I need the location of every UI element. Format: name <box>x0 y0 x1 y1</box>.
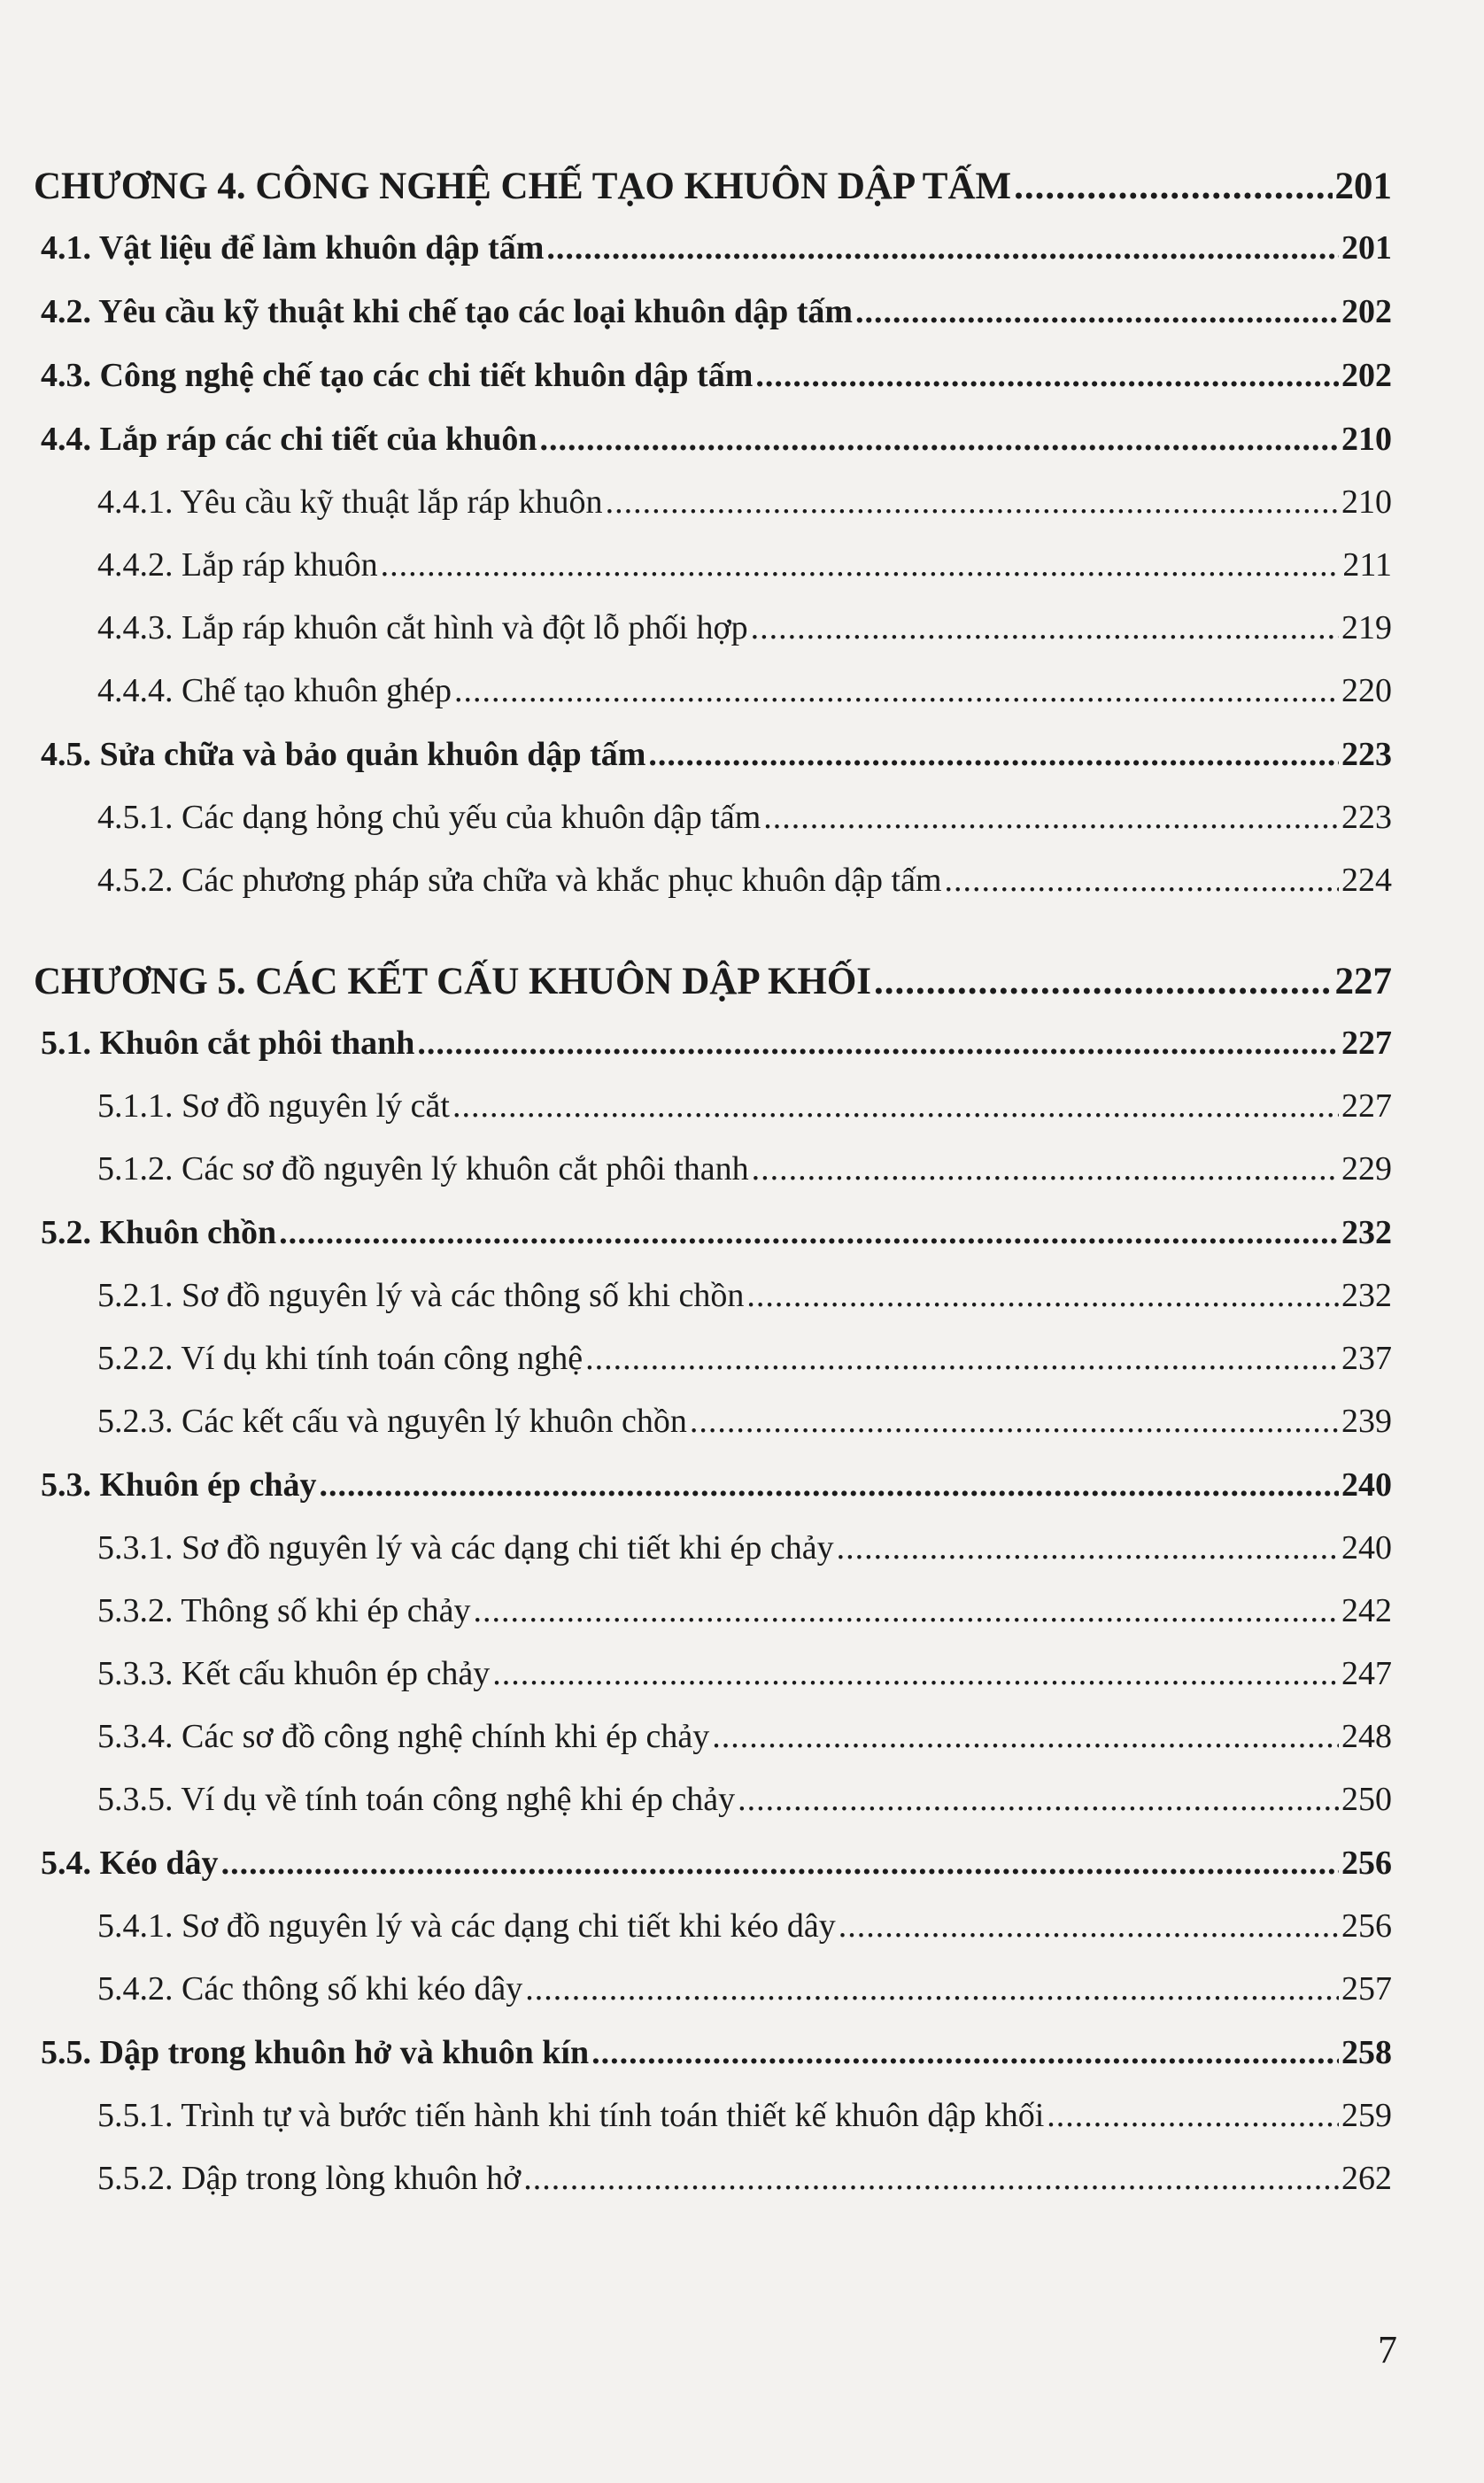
toc-entry-page: 240 <box>1341 1529 1392 1566</box>
toc-subsection-4-4-2[interactable] <box>34 534 1392 597</box>
toc-subsection-4-4-4[interactable] <box>34 660 1392 723</box>
toc-subsection-5-5-2[interactable] <box>34 2147 1392 2210</box>
dot-leader <box>763 786 1339 849</box>
toc-section-5-4[interactable] <box>34 1831 1392 1895</box>
dot-leader <box>752 1138 1339 1201</box>
toc-subsection-5-2-3[interactable] <box>34 1390 1392 1453</box>
toc-entry-title: 5.2.3. Các kết cấu và nguyên lý khuôn chồn <box>97 1403 687 1440</box>
toc-entry-title: 4.5.1. Các dạng hỏng chủ yếu của khuôn dập tấm <box>97 799 761 836</box>
toc-subsection-4-5-2[interactable] <box>34 849 1392 912</box>
toc-section-4-1[interactable] <box>34 216 1392 280</box>
dot-leader <box>746 1265 1339 1327</box>
toc-entry-page: 258 <box>1341 2034 1392 2071</box>
toc-entry-title: 5.3.1. Sơ đồ nguyên lý và các dạng chi tiết khi ép chảy <box>97 1529 834 1566</box>
toc-entry-title: 5.5.1. Trình tự và bước tiến hành khi tính toán thiết kế khuôn dập khối <box>97 2097 1045 2134</box>
toc-entry-title: 5.1. Khuôn cắt phôi thanh <box>41 1025 415 1062</box>
dot-leader <box>454 660 1339 723</box>
toc-chapter-5[interactable] <box>34 953 1392 1011</box>
dot-leader <box>606 471 1339 534</box>
toc-section-5-1[interactable] <box>34 1011 1392 1075</box>
toc-entry-title: 5.2.2. Ví dụ khi tính toán công nghệ <box>97 1340 584 1377</box>
toc-entry-page: 242 <box>1341 1592 1392 1629</box>
toc-entry-page: 229 <box>1341 1150 1392 1187</box>
dot-leader <box>492 1643 1339 1706</box>
toc-subsection-5-1-2[interactable] <box>34 1138 1392 1201</box>
toc-entry-title: 5.2. Khuôn chồn <box>41 1214 277 1251</box>
toc-entry-title: 5.3.2. Thông số khi ép chảy <box>97 1592 471 1629</box>
dot-leader <box>837 1517 1339 1580</box>
toc-entry-page: 202 <box>1341 357 1392 394</box>
dot-leader <box>221 1831 1339 1895</box>
toc-entry-page: 202 <box>1341 293 1392 330</box>
dot-leader <box>874 953 1332 1011</box>
toc-entry-title: 5.5. Dập trong khuôn hở và khuôn kín <box>41 2034 590 2071</box>
toc-entry-title: 5.4.2. Các thông số khi kéo dây <box>97 1970 523 2007</box>
dot-leader <box>839 1895 1339 1958</box>
dot-leader <box>738 1768 1339 1831</box>
dot-leader <box>751 597 1339 660</box>
toc-entry-title: 4.4.4. Chế tạo khuôn ghép <box>97 672 452 709</box>
toc-entry-title: 5.1.2. Các sơ đồ nguyên lý khuôn cắt phôi thanh <box>97 1150 749 1187</box>
toc-entry-page: 247 <box>1341 1655 1392 1692</box>
toc-entry-title: 5.5.2. Dập trong lòng khuôn hở <box>97 2160 522 2197</box>
toc-entry-page: 210 <box>1341 483 1392 521</box>
toc-section-4-5[interactable] <box>34 723 1392 786</box>
toc-subsection-5-5-1[interactable] <box>34 2085 1392 2147</box>
dot-leader <box>648 723 1339 786</box>
toc-entry-page: 227 <box>1334 961 1392 1002</box>
toc-entry-title: 4.1. Vật liệu để làm khuôn dập tấm <box>41 229 545 267</box>
toc-entry-title: 5.2.1. Sơ đồ nguyên lý và các thông số khi chồn <box>97 1277 745 1314</box>
toc-entry-page: 248 <box>1341 1718 1392 1755</box>
toc-entry-page: 201 <box>1341 229 1392 267</box>
toc-entry-page: 210 <box>1341 421 1392 458</box>
dot-leader <box>591 2021 1339 2085</box>
toc-entry-title: 4.2. Yêu cầu kỹ thuật khi chế tạo các loại khuôn dập tấm <box>41 293 854 330</box>
toc-entry-title: 4.4.2. Lắp ráp khuôn <box>97 546 378 584</box>
toc-subsection-5-3-2[interactable] <box>34 1580 1392 1643</box>
dot-leader <box>452 1075 1339 1138</box>
toc-entry-title: 5.4. Kéo dây <box>41 1845 219 1882</box>
toc-entry-title: 5.3. Khuôn ép chảy <box>41 1466 317 1504</box>
toc-subsection-5-1-1[interactable] <box>34 1075 1392 1138</box>
toc-entry-page: 211 <box>1342 546 1392 584</box>
toc-entry-page: 201 <box>1334 166 1392 207</box>
toc-subsection-5-2-1[interactable] <box>34 1265 1392 1327</box>
toc-entry-page: 232 <box>1341 1277 1392 1314</box>
toc-entry-page: 227 <box>1341 1025 1392 1062</box>
dot-leader <box>319 1453 1339 1517</box>
toc-entry-title: 4.3. Công nghệ chế tạo các chi tiết khuôn dập tấm <box>41 357 754 394</box>
toc-entry-title: 4.4.1. Yêu cầu kỹ thuật lắp ráp khuôn <box>97 483 603 521</box>
dot-leader <box>546 216 1339 280</box>
toc-entry-page: 256 <box>1341 1845 1392 1882</box>
chapter-spacer <box>34 912 1392 953</box>
toc-entry-page: 224 <box>1341 862 1392 899</box>
toc-subsection-5-3-5[interactable] <box>34 1768 1392 1831</box>
dot-leader <box>712 1706 1339 1768</box>
toc-chapter-4[interactable] <box>34 158 1392 216</box>
toc-subsection-5-3-1[interactable] <box>34 1517 1392 1580</box>
toc-entry-page: 239 <box>1341 1403 1392 1440</box>
toc-entry-page: 262 <box>1341 2160 1392 2197</box>
dot-leader <box>381 534 1341 597</box>
toc-section-5-3[interactable] <box>34 1453 1392 1517</box>
dot-leader <box>690 1390 1339 1453</box>
toc-subsection-5-2-2[interactable] <box>34 1327 1392 1390</box>
dot-leader <box>945 849 1339 912</box>
toc-entry-page: 237 <box>1341 1340 1392 1377</box>
toc-entry-title: 4.5. Sửa chữa và bảo quản khuôn dập tấm <box>41 736 646 773</box>
toc-entry-page: 257 <box>1341 1970 1392 2007</box>
toc-entry-page: 240 <box>1341 1466 1392 1504</box>
toc-entry-page: 232 <box>1341 1214 1392 1251</box>
toc-subsection-5-4-1[interactable] <box>34 1895 1392 1958</box>
page-number: 7 <box>1378 2328 1397 2371</box>
dot-leader <box>1047 2085 1339 2147</box>
toc-entry-title: CHƯƠNG 4. CÔNG NGHỆ CHẾ TẠO KHUÔN DẬP TẤM <box>34 166 1012 207</box>
toc-subsection-4-4-3[interactable] <box>34 597 1392 660</box>
toc-entry-page: 219 <box>1341 609 1392 646</box>
toc-entry-title: 5.3.4. Các sơ đồ công nghệ chính khi ép chảy <box>97 1718 710 1755</box>
toc-entry-page: 259 <box>1341 2097 1392 2134</box>
toc-section-4-4[interactable] <box>34 407 1392 471</box>
toc-entry-title: 5.3.5. Ví dụ về tính toán công nghệ khi ép chảy <box>97 1781 736 1818</box>
toc-entry-title: 5.3.3. Kết cấu khuôn ép chảy <box>97 1655 491 1692</box>
toc-subsection-5-4-2[interactable] <box>34 1958 1392 2021</box>
dot-leader <box>585 1327 1339 1390</box>
toc-entry-page: 220 <box>1341 672 1392 709</box>
toc-entry-title: CHƯƠNG 5. CÁC KẾT CẤU KHUÔN DẬP KHỐI <box>34 961 872 1002</box>
toc-subsection-5-3-3[interactable] <box>34 1643 1392 1706</box>
table-of-contents <box>34 158 1392 2210</box>
toc-subsection-5-3-4[interactable] <box>34 1706 1392 1768</box>
toc-section-5-5[interactable] <box>34 2021 1392 2085</box>
toc-section-5-2[interactable] <box>34 1201 1392 1265</box>
dot-leader <box>417 1011 1339 1075</box>
toc-entry-title: 4.5.2. Các phương pháp sửa chữa và khắc phục khuôn dập tấm <box>97 862 942 899</box>
toc-entry-page: 223 <box>1341 799 1392 836</box>
toc-section-4-2[interactable] <box>34 280 1392 344</box>
toc-section-4-3[interactable] <box>34 344 1392 407</box>
dot-leader <box>473 1580 1339 1643</box>
toc-entry-title: 4.4.3. Lắp ráp khuôn cắt hình và đột lỗ phối hợp <box>97 609 748 646</box>
toc-entry-page: 227 <box>1341 1087 1392 1125</box>
dot-leader <box>279 1201 1339 1265</box>
toc-entry-page: 256 <box>1341 1907 1392 1945</box>
toc-entry-title: 5.4.1. Sơ đồ nguyên lý và các dạng chi tiết khi kéo dây <box>97 1907 836 1945</box>
dot-leader <box>525 1958 1339 2021</box>
dot-leader <box>523 2147 1339 2210</box>
toc-entry-title: 5.1.1. Sơ đồ nguyên lý cắt <box>97 1087 450 1125</box>
toc-subsection-4-4-1[interactable] <box>34 471 1392 534</box>
dot-leader <box>755 344 1339 407</box>
toc-subsection-4-5-1[interactable] <box>34 786 1392 849</box>
dot-leader <box>540 407 1339 471</box>
toc-entry-page: 223 <box>1341 736 1392 773</box>
dot-leader <box>855 280 1339 344</box>
toc-entry-title: 4.4. Lắp ráp các chi tiết của khuôn <box>41 421 537 458</box>
dot-leader <box>1014 158 1332 216</box>
toc-entry-page: 250 <box>1341 1781 1392 1818</box>
